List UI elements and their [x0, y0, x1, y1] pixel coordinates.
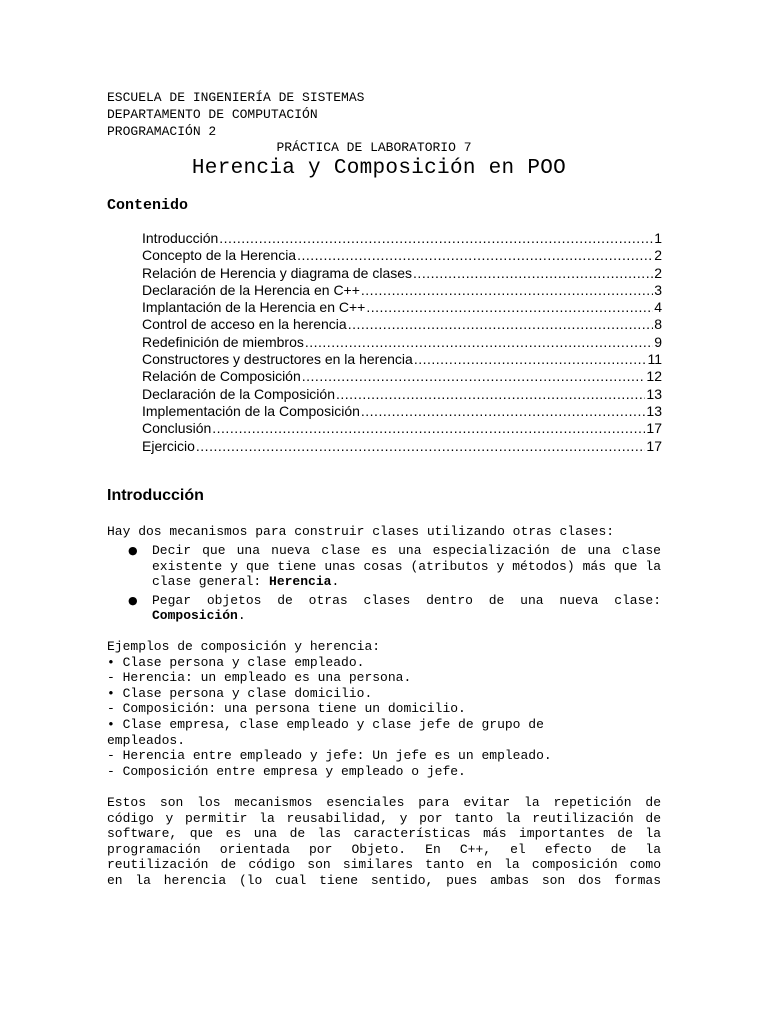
toc-entry-page: 13 [646, 385, 662, 402]
examples-line: - Composición: una persona tiene un domicilio. [107, 701, 466, 717]
examples-line: - Herencia: un empleado es una persona. [107, 670, 412, 686]
toc-entry[interactable] [142, 265, 662, 282]
toc-leader-dots [196, 438, 646, 455]
toc-entry[interactable] [142, 438, 662, 455]
toc-entry-page: 4 [654, 299, 662, 316]
examples-line: - Herencia entre empleado y jefe: Un jefe es un empleado. [107, 748, 552, 764]
paragraph-line: reutilización de código son similares tanto en la composición como [107, 857, 661, 873]
toc-leader-dots [361, 282, 653, 299]
toc-entry-label: Implantación de la Herencia en C++ [142, 299, 366, 316]
paragraph-line: código y permitir la reusabilidad, y por tanto la reutilización de [107, 810, 661, 826]
toc-entry-label: Constructores y destructores en la herencia [142, 351, 413, 368]
toc-leader-dots [414, 351, 647, 368]
bullet-terminator: . [237, 608, 246, 624]
toc-leader-dots [212, 420, 645, 437]
paragraph-line: en la herencia (lo cual tiene sentido, pues ambas son dos formas [107, 872, 661, 888]
institution-header [107, 89, 364, 140]
list-item-text [152, 593, 661, 624]
toc-entry-page: 17 [646, 437, 662, 454]
bullet-icon: ● [128, 544, 138, 557]
toc-entry-label: Relación de Composición [142, 368, 301, 385]
toc-entry-label: Control de acceso en la herencia [142, 316, 347, 333]
list-item [107, 543, 661, 590]
toc-entry-page: 3 [654, 281, 662, 298]
toc-leader-dots [336, 386, 645, 403]
intro-paragraph: Hay dos mecanismos para construir clases utilizando otras clases: [107, 524, 615, 539]
paragraph-line: software, que es una de las características más importantes de la [107, 826, 661, 842]
toc-entry[interactable] [142, 247, 662, 264]
toc-entry-label: Ejercicio [142, 437, 195, 454]
toc-entry[interactable] [142, 420, 662, 437]
toc-entry[interactable] [142, 299, 662, 316]
toc-entry-page: 17 [646, 420, 662, 437]
examples-line: - Composición entre empresa y empleado o jefe. [107, 763, 466, 779]
list-item-text [152, 543, 661, 590]
examples-line: • Clase empresa, clase empleado y clase jefe de grupo de [107, 716, 544, 732]
mechanisms-list [107, 543, 661, 627]
toc-entry[interactable] [142, 282, 662, 299]
toc-entry[interactable] [142, 334, 662, 351]
toc-entry[interactable] [142, 351, 662, 368]
toc-entry-label: Implementación de la Composición [142, 402, 360, 419]
toc-entry-page: 1 [654, 230, 662, 246]
toc-entry-page: 9 [654, 333, 662, 350]
department-line: DEPARTAMENTO DE COMPUTACIÓN [107, 107, 318, 122]
toc-entry-page: 12 [646, 368, 662, 385]
bullet-text-body: Decir que una nueva clase es una especialización de una clase existente y que tiene unas cosas (atributos y métodos) más que la clase general: [152, 543, 661, 590]
toc-leader-dots [413, 265, 653, 282]
toc-leader-dots [302, 368, 646, 385]
bullet-icon: ● [128, 593, 138, 607]
document-title: Herencia y Composición en POO [191, 157, 567, 180]
toc-entry-label: Concepto de la Herencia [142, 247, 297, 264]
toc-leader-dots [361, 403, 646, 420]
school-line: ESCUELA DE INGENIERÍA DE SISTEMAS [107, 90, 365, 105]
toc-entry[interactable] [142, 230, 662, 247]
toc-entry-label: Redefinición de miembros [142, 333, 304, 350]
closing-paragraph [107, 795, 661, 889]
toc-entry[interactable] [142, 368, 662, 385]
introduction-heading: Introducción [107, 487, 204, 504]
toc-entry-label: Introducción [142, 230, 219, 246]
examples-line: • Clase persona y clase empleado. [107, 654, 365, 670]
course-line: PROGRAMACIÓN 2 [107, 124, 217, 139]
bullet-keyword: Composición [152, 608, 238, 624]
bullet-terminator: . [331, 574, 340, 590]
toc-entry-label: Declaración de la Composición [142, 385, 335, 402]
list-item [107, 593, 661, 624]
toc-leader-dots [305, 334, 653, 351]
paragraph-line: Estos son los mecanismos esenciales para evitar la repetición de [107, 795, 661, 810]
toc-leader-dots [366, 299, 653, 316]
toc-entry-page: 2 [654, 247, 662, 264]
bullet-text-body: Pegar objetos de otras clases dentro de una nueva clase: [152, 592, 661, 608]
examples-line: • Clase persona y clase domicilio. [107, 685, 373, 701]
examples-block [107, 639, 661, 779]
toc-entry-label: Conclusión [142, 420, 212, 437]
toc-entry-page: 13 [646, 402, 662, 419]
examples-line: Ejemplos de composición y herencia: [107, 639, 381, 654]
toc-entry[interactable] [142, 386, 662, 403]
table-of-contents [142, 230, 662, 455]
toc-leader-dots [297, 247, 653, 264]
bullet-keyword: Herencia [269, 574, 332, 590]
toc-entry-page: 11 [647, 351, 662, 368]
toc-entry-label: Relación de Herencia y diagrama de clases [142, 264, 413, 281]
toc-entry[interactable] [142, 316, 662, 333]
toc-entry-page: 2 [654, 264, 662, 281]
paragraph-line: programación orientada por Objeto. En C++, el efecto de la [107, 841, 661, 857]
toc-entry-label: Declaración de la Herencia en C++ [142, 281, 360, 298]
toc-entry-page: 8 [654, 316, 662, 333]
examples-line: empleados. [107, 732, 186, 748]
toc-entry[interactable] [142, 403, 662, 420]
contents-heading: Contenido [107, 197, 189, 214]
toc-leader-dots [219, 230, 653, 247]
lab-practice-title: PRÁCTICA DE LABORATORIO 7 [276, 140, 472, 155]
toc-leader-dots [348, 316, 654, 333]
